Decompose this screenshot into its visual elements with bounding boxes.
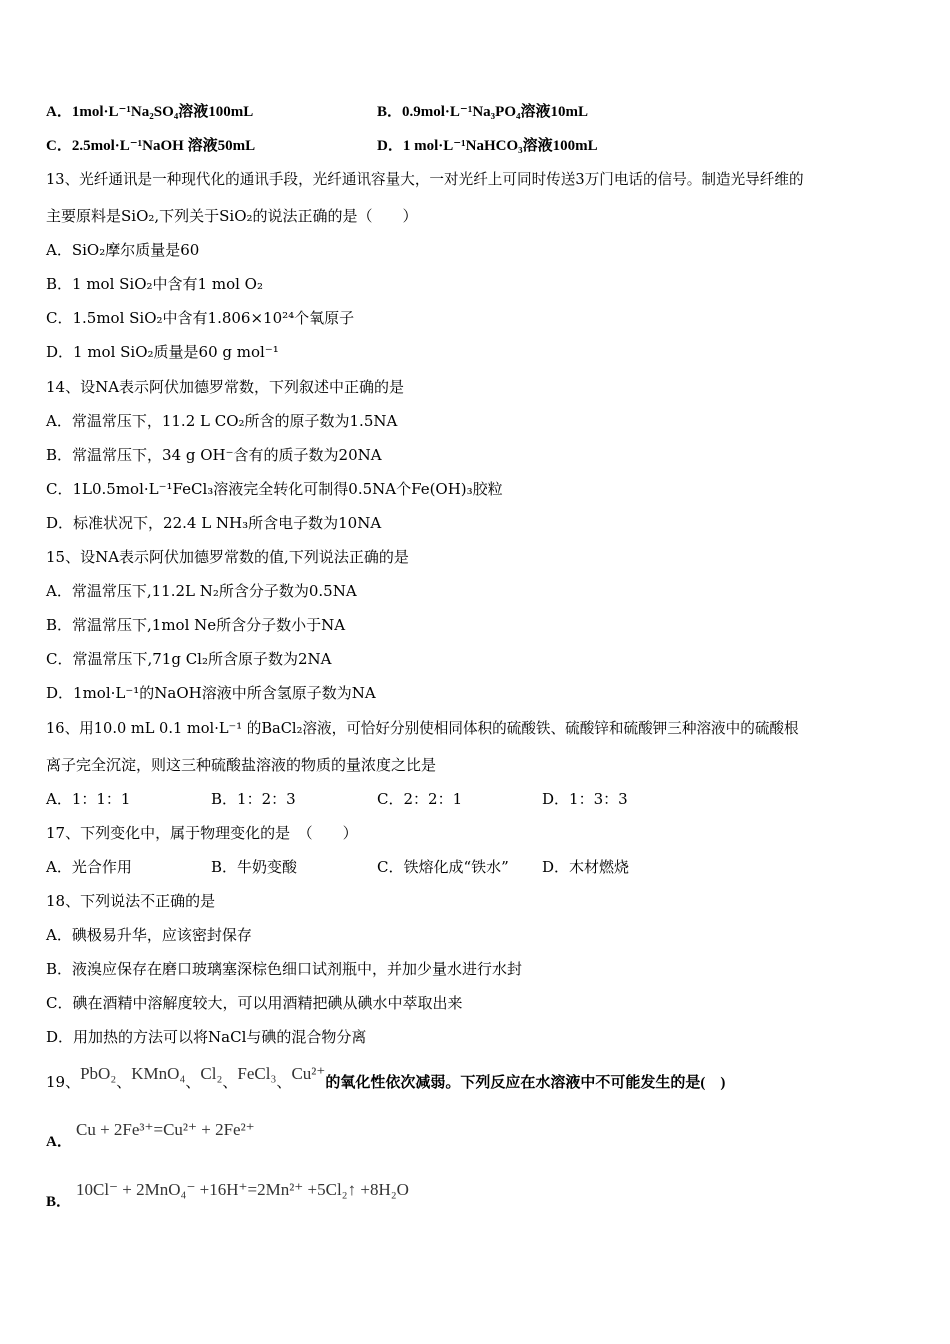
- q12-option-a: [46, 102, 253, 122]
- q18-option-a: A．碘极易升华，应该密封保存: [46, 926, 252, 944]
- q15-stem: 15、设NA表示阿伏加德罗常数的值,下列说法正确的是: [46, 548, 409, 566]
- separator: 、: [116, 1073, 132, 1091]
- q17-option-c: C．铁熔化成“铁水”: [377, 858, 509, 876]
- q13-option-d: D．1 mol SiO₂质量是60 g mol⁻¹: [46, 343, 279, 361]
- q19-option-b-label: B．: [46, 1194, 72, 1210]
- q18-stem: 18、下列说法不正确的是: [46, 892, 216, 910]
- species-fecl3: FeCl₃: [237, 1064, 277, 1083]
- q16-stem-line2: 离子完全沉淀，则这三种硫酸盐溶液的物质的量浓度之比是: [46, 756, 437, 774]
- species-pbo2: PbO₂: [80, 1064, 117, 1083]
- species-kmno4: KMnO₄: [131, 1064, 186, 1083]
- q17-option-b: B．牛奶变酸: [211, 858, 298, 876]
- separator: 、: [185, 1073, 201, 1091]
- q19-stem: [46, 1064, 726, 1093]
- q12-option-c: [46, 136, 255, 156]
- q16-option-a: A．1：1：1: [46, 790, 131, 808]
- q16-option-c: C．2：2：1: [377, 790, 463, 808]
- q14-option-b: B．常温常压下，34 g OH⁻含有的质子数为20NA: [46, 446, 382, 464]
- q19-option-a-formula: Cu + 2Fe³⁺=Cu²⁺ + 2Fe²⁺: [76, 1120, 255, 1139]
- option-label: D．: [377, 138, 403, 154]
- q13-option-c: C．1.5mol SiO₂中含有1.806×10²⁴个氧原子: [46, 309, 355, 327]
- q17-stem: 17、下列变化中，属于物理变化的是 （ ）: [46, 824, 358, 842]
- q18-option-c: C．碘在酒精中溶解度较大，可以用酒精把碘从碘水中萃取出来: [46, 994, 463, 1012]
- option-text: 1mol·L⁻¹Na₂SO₄溶液100mL: [71, 104, 254, 120]
- q14-stem: 14、设NA表示阿伏加德罗常数，下列叙述中正确的是: [46, 378, 405, 396]
- option-text: 2.5mol·L⁻¹NaOH 溶液50mL: [71, 138, 256, 154]
- q15-option-c: C．常温常压下,71g Cl₂所含原子数为2NA: [46, 650, 332, 668]
- separator: 、: [222, 1073, 238, 1091]
- question-number: 19、: [46, 1073, 81, 1091]
- q19-option-a-label: A．: [46, 1134, 72, 1150]
- species-cl2: Cl₂: [200, 1064, 223, 1083]
- q16-option-d: D．1：3：3: [542, 790, 628, 808]
- q14-option-c: C．1L0.5mol·L⁻¹FeCl₃溶液完全转化可制得0.5NA个Fe(OH)₃胶粒: [46, 480, 503, 498]
- q17-option-a: A．光合作用: [46, 858, 132, 876]
- option-label: A．: [46, 104, 72, 120]
- stem-tail: 的氧化性依次减弱。下列反应在水溶液中不可能发生的是( ): [325, 1075, 726, 1091]
- option-label: C．: [46, 138, 72, 154]
- option-text: 0.9mol·L⁻¹Na₃PO₄溶液10mL: [402, 104, 589, 120]
- q14-option-a: A．常温常压下，11.2 L CO₂所含的原子数为1.5NA: [46, 412, 398, 430]
- separator: 、: [276, 1073, 292, 1091]
- q17-option-d: D．木材燃烧: [542, 858, 630, 876]
- q15-option-b: B．常温常压下,1mol Ne所含分子数小于NA: [46, 616, 346, 634]
- q19-option-b-formula: 10Cl⁻ + 2MnO₄⁻ +16H⁺=2Mn²⁺ +5Cl₂↑ +8H₂O: [76, 1180, 409, 1199]
- q16-stem-line1: 16、用10.0 mL 0.1 mol·L⁻¹ 的BaCl₂溶液，可恰好分别使相同体积的硫酸铁、硫酸锌和硫酸钾三种溶液中的硫酸根: [46, 720, 799, 737]
- q16-option-b: B．1：2：3: [211, 790, 296, 808]
- q15-option-d: D．1mol·L⁻¹的NaOH溶液中所含氢原子数为NA: [46, 684, 376, 702]
- q15-option-a: A．常温常压下,11.2L N₂所含分子数为0.5NA: [46, 582, 357, 600]
- q14-option-d: D．标准状况下，22.4 L NH₃所含电子数为10NA: [46, 514, 382, 532]
- q13-stem-line1: 13、光纤通讯是一种现代化的通讯手段，光纤通讯容量大，一对光纤上可同时传送3万门电话的信号。制造光导纤维的: [46, 171, 804, 188]
- q13-option-a: A．SiO₂摩尔质量是60: [46, 241, 200, 259]
- q13-option-b: B．1 mol SiO₂中含有1 mol O₂: [46, 275, 263, 293]
- q18-option-d: D．用加热的方法可以将NaCl与碘的混合物分离: [46, 1028, 367, 1046]
- option-text: 1 mol·L⁻¹NaHCO₃溶液100mL: [402, 138, 598, 154]
- q12-option-b: [377, 102, 588, 122]
- option-label: B．: [377, 104, 403, 120]
- q18-option-b: B．液溴应保存在磨口玻璃塞深棕色细口试剂瓶中，并加少量水进行水封: [46, 960, 523, 978]
- q13-stem-line2: 主要原料是SiO₂,下列关于SiO₂的说法正确的是（ ）: [46, 207, 418, 225]
- q12-option-d: [377, 136, 598, 156]
- species-cu2plus: Cu²⁺: [291, 1064, 326, 1083]
